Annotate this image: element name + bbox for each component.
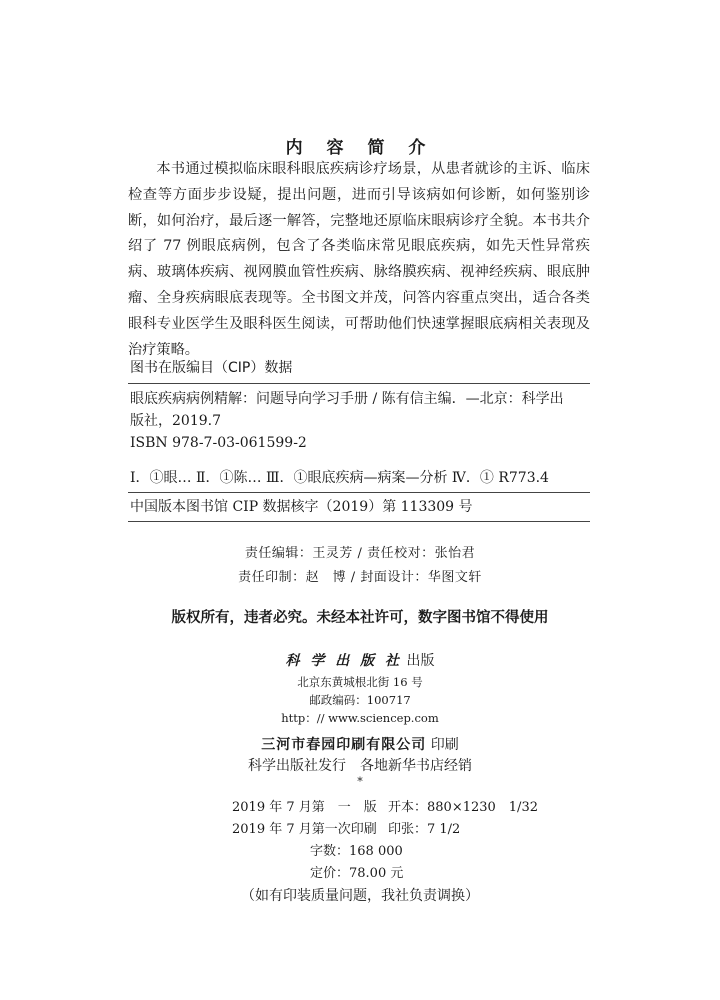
- publisher-postcode: 邮政编码：100717: [309, 693, 411, 707]
- spec-word-count: 字数：168 000: [310, 844, 403, 859]
- publisher-address: 北京东黄城根北街 16 号: [297, 675, 423, 689]
- cip-entry-line1: 眼底疾病病例精解：问题导向学习手册 / 陈有信主编．—北京：科学出: [130, 391, 564, 407]
- separator-star: *: [357, 775, 363, 788]
- spec-edition: 2019 年 7 月第 一 版: [232, 800, 377, 815]
- spec-price: 定价：78.00 元: [310, 866, 404, 881]
- cip-verification: 中国版本图书馆 CIP 数据核字（2019）第 113309 号: [130, 499, 473, 515]
- publisher-role: 出版: [406, 653, 435, 669]
- cip-entry-line2: 版社，2019.7: [130, 413, 221, 429]
- cip-middle-rule: [128, 492, 590, 493]
- cip-bottom-rule: [128, 521, 590, 522]
- cip-classification: Ⅰ．①眼… Ⅱ．①陈… Ⅲ．①眼底疾病—病案—分析 Ⅳ．① R773.4: [130, 470, 549, 486]
- spec-printing: 2019 年 7 月第一次印刷: [232, 822, 377, 837]
- summary-title: 内 容 简 介: [285, 138, 435, 158]
- cip-top-rule: [128, 383, 590, 384]
- publisher-name: 科 学 出 版 社: [285, 653, 403, 669]
- summary-body: 本书通过模拟临床眼科眼底疾病诊疗场景，从患者就诊的主诉、临床检查等方面步步设疑，提出问题，进而引导该病如何诊断，如何鉴别诊断，如何治疗，最后逐一解答，完整地还原临床眼病诊疗全貌。本书共介绍了 77 例眼底病例，包含了各类临床常见眼底疾病，如先天性异常疾病、玻璃体疾病、视网膜血管性疾病、脉络膜疾病、视神经疾病、眼底肿瘤、全身疾病眼底表现等。全书图文并茂，问答内容重点突出，适合各类眼科专业医学生及眼科医生阅读，可帮助他们快速掌握眼底病相关表现及治疗策略。: [128, 161, 590, 358]
- publisher-website: http：// www.sciencep.com: [281, 711, 439, 725]
- printer-name: 三河市春园印刷有限公司: [261, 737, 427, 753]
- publisher-line: [0, 650, 720, 670]
- credits-editors: 责任编辑：王灵芳 / 责任校对：张怡君: [244, 546, 476, 561]
- credits-production: 责任印制：赵 博 / 封面设计：华图文轩: [238, 570, 482, 585]
- rights-notice: 版权所有，违者必究。未经本社许可，数字图书馆不得使用: [171, 610, 549, 626]
- spec-format: 开本：880×1230 1/32: [388, 800, 538, 815]
- cip-isbn: ISBN 978-7-03-061599-2: [130, 435, 307, 451]
- spec-sheets: 印张：7 1/2: [388, 822, 461, 837]
- cip-header: 图书在版编目（CIP）数据: [130, 360, 293, 376]
- printer-line: [0, 734, 720, 754]
- distribution: 科学出版社发行 各地新华书店经销: [248, 758, 472, 774]
- quality-notice: （如有印装质量问题，我社负责调换）: [241, 888, 479, 904]
- printer-role: 印刷: [430, 737, 459, 753]
